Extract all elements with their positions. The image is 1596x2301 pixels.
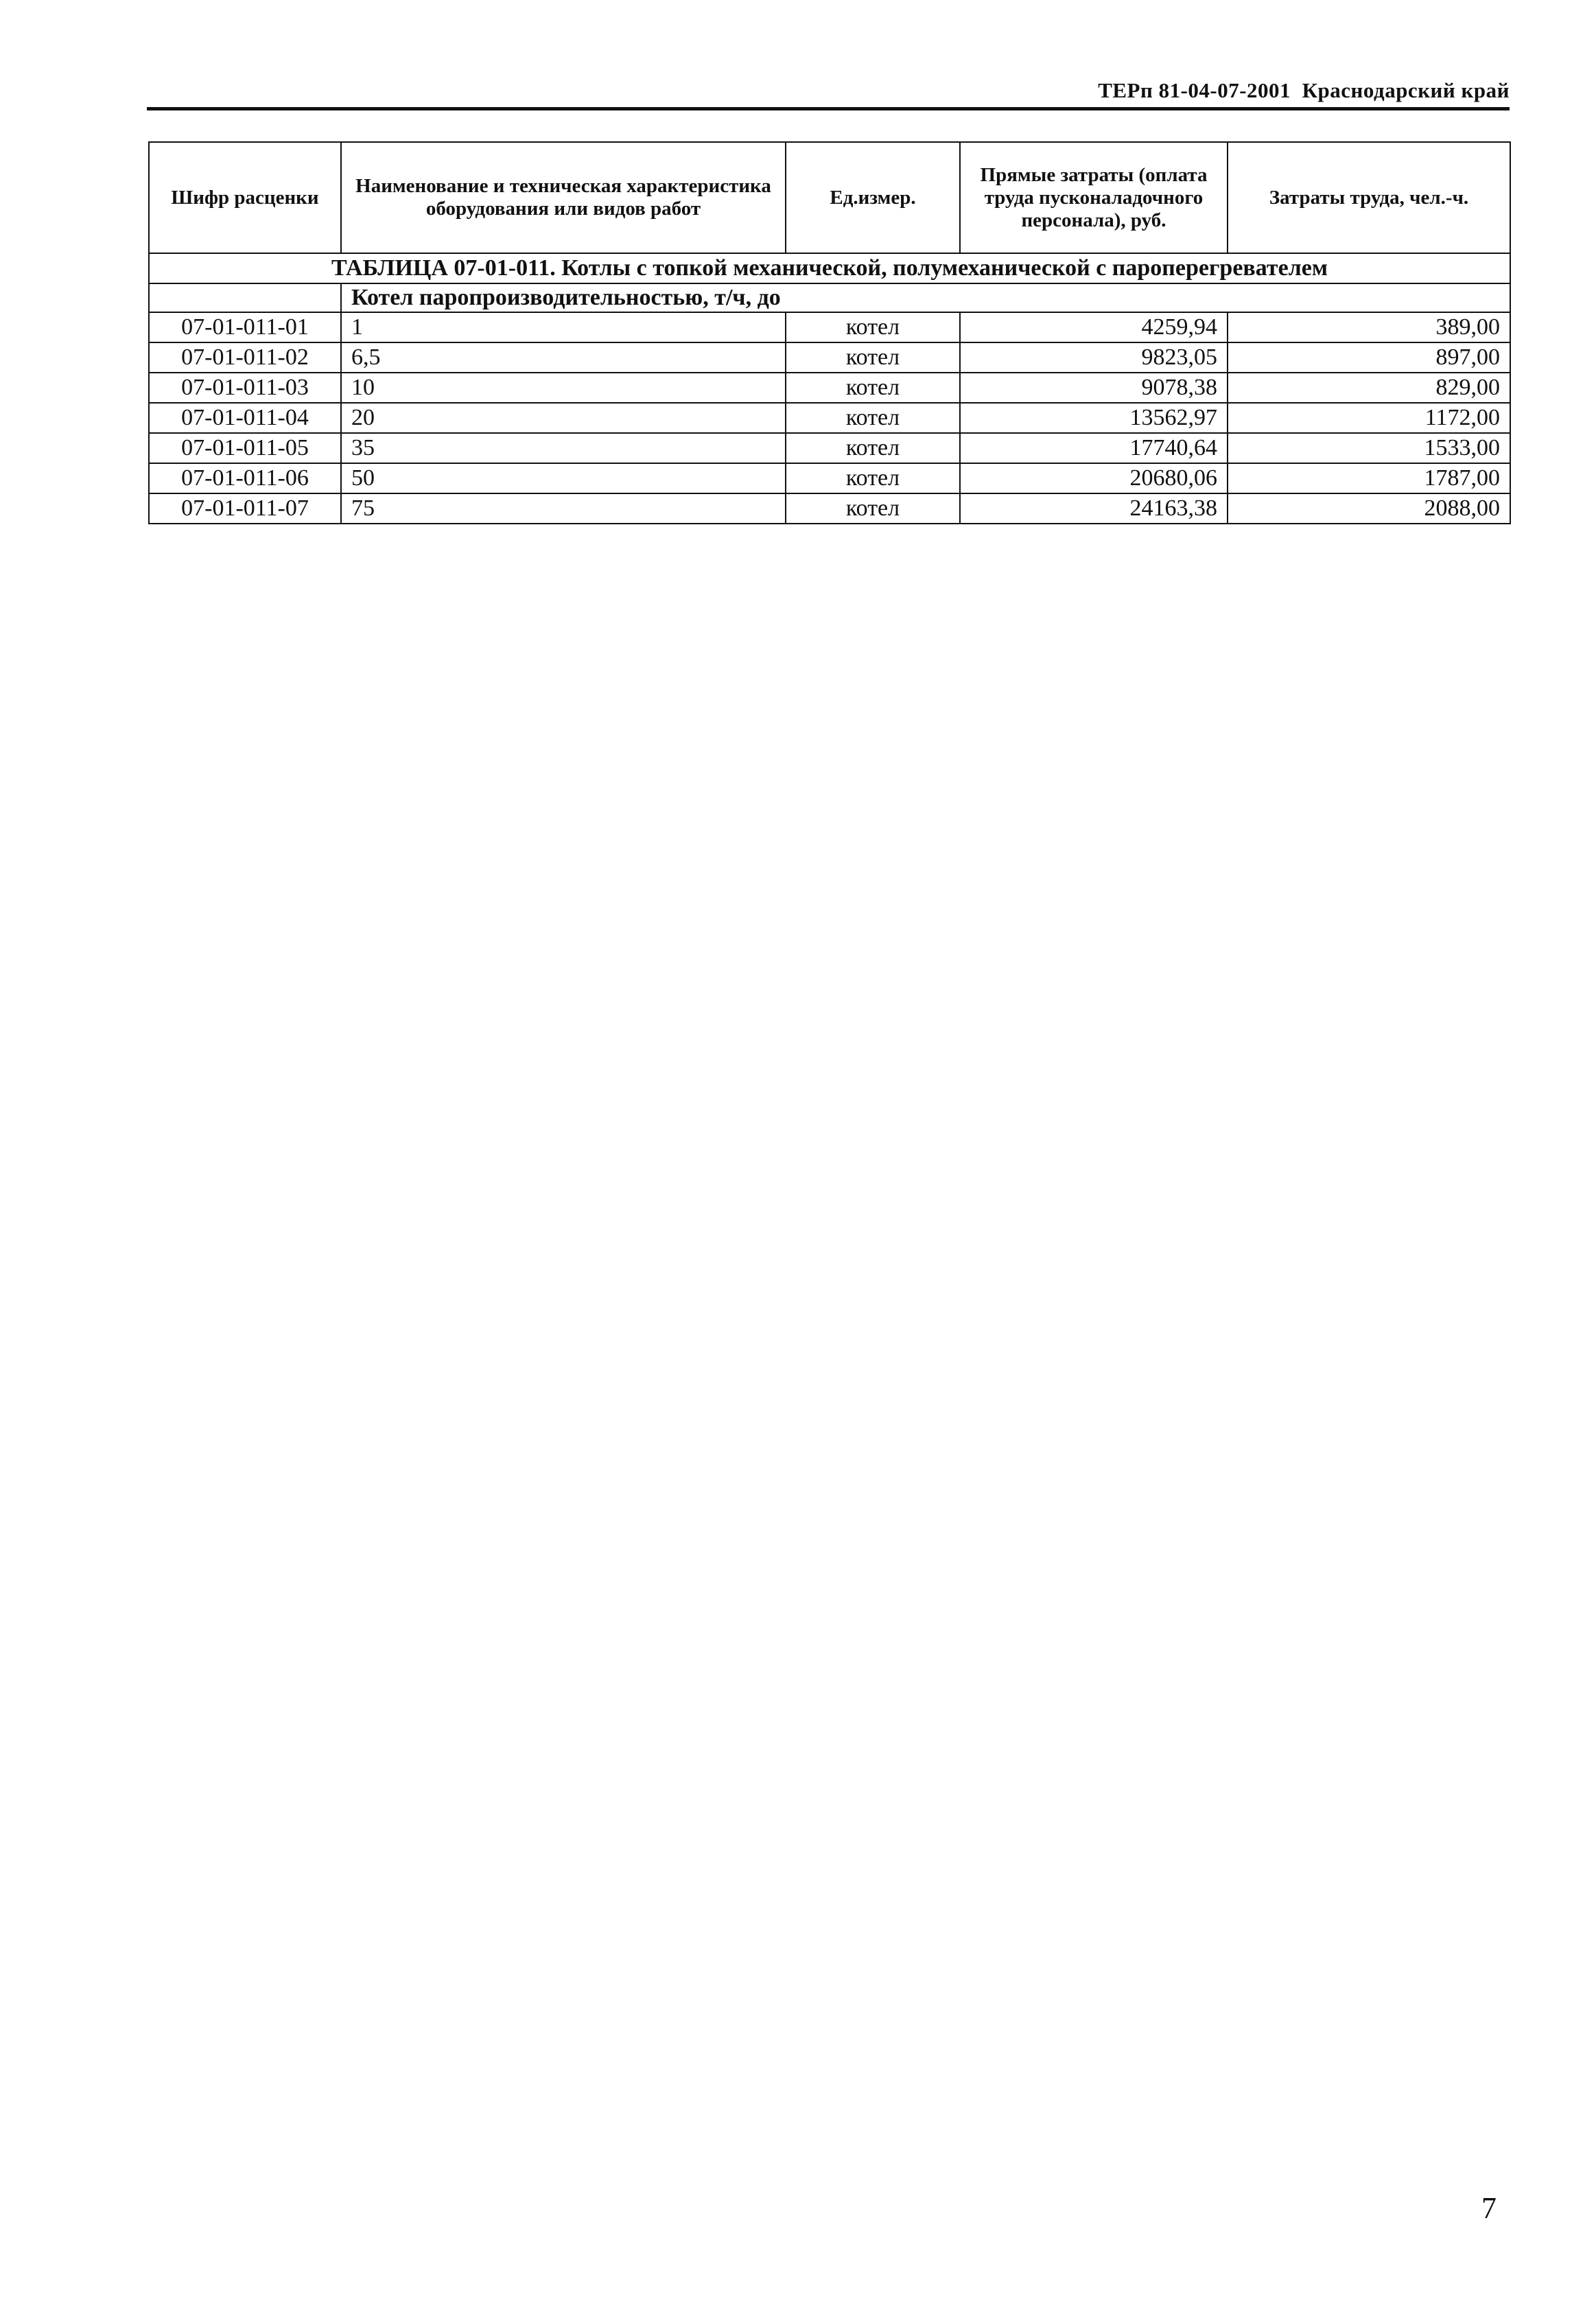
group-label: Котел паропроизводительностью, т/ч, до [351,285,781,310]
column-header-unit: Ед.измер. [786,142,960,253]
document-code: ТЕРп 81-04-07-2001 [1098,78,1291,102]
capacity-value: 50 [341,463,786,493]
capacity-value: 1 [341,312,786,342]
capacity-value: 75 [341,493,786,524]
labor-value: 897,00 [1228,342,1510,373]
capacity-value: 35 [341,433,786,463]
unit-value: котел [786,403,960,433]
direct-cost-value: 9078,38 [960,373,1228,403]
direct-cost-value: 17740,64 [960,433,1228,463]
rate-code: 07-01-011-06 [149,463,341,493]
unit-value: котел [786,433,960,463]
capacity-value: 10 [341,373,786,403]
table-row [149,493,1510,524]
table-row [149,373,1510,403]
table-row [149,342,1510,373]
rate-code: 07-01-011-04 [149,403,341,433]
page-header [1098,78,1510,103]
region-name: Краснодарский край [1302,78,1510,102]
unit-value: котел [786,342,960,373]
column-header-labor: Затраты труда, чел.-ч. [1228,142,1510,253]
group-row [149,283,1510,312]
labor-value: 389,00 [1228,312,1510,342]
table-header-row [149,142,1510,253]
capacity-value: 20 [341,403,786,433]
rate-code: 07-01-011-05 [149,433,341,463]
rate-code: 07-01-011-01 [149,312,341,342]
capacity-value: 6,5 [341,342,786,373]
rates-table [148,141,1511,524]
labor-value: 2088,00 [1228,493,1510,524]
table-row [149,312,1510,342]
column-header-name: Наименование и техническая характеристика оборудования или видов работ [341,142,786,253]
rate-code: 07-01-011-02 [149,342,341,373]
table-row [149,463,1510,493]
group-code-cell [149,283,341,312]
table-row [149,403,1510,433]
table-row [149,433,1510,463]
labor-value: 829,00 [1228,373,1510,403]
labor-value: 1533,00 [1228,433,1510,463]
header-rule [147,107,1510,110]
direct-cost-value: 20680,06 [960,463,1228,493]
direct-cost-value: 13562,97 [960,403,1228,433]
table-caption: ТАБЛИЦА 07-01-011. Котлы с топкой механической, полумеханической с пароперегревателем [149,253,1510,283]
rate-code: 07-01-011-07 [149,493,341,524]
group-label-cell [341,283,1510,312]
unit-value: котел [786,373,960,403]
labor-value: 1172,00 [1228,403,1510,433]
unit-value: котел [786,493,960,524]
labor-value: 1787,00 [1228,463,1510,493]
direct-cost-value: 24163,38 [960,493,1228,524]
unit-value: котел [786,463,960,493]
column-header-direct-cost: Прямые затраты (оплата труда пусконаладочного персонала), руб. [960,142,1228,253]
direct-cost-value: 4259,94 [960,312,1228,342]
column-header-code: Шифр расценки [149,142,341,253]
rate-code: 07-01-011-03 [149,373,341,403]
table-caption-row [149,253,1510,283]
direct-cost-value: 9823,05 [960,342,1228,373]
unit-value: котел [786,312,960,342]
page-number: 7 [1481,2191,1497,2225]
